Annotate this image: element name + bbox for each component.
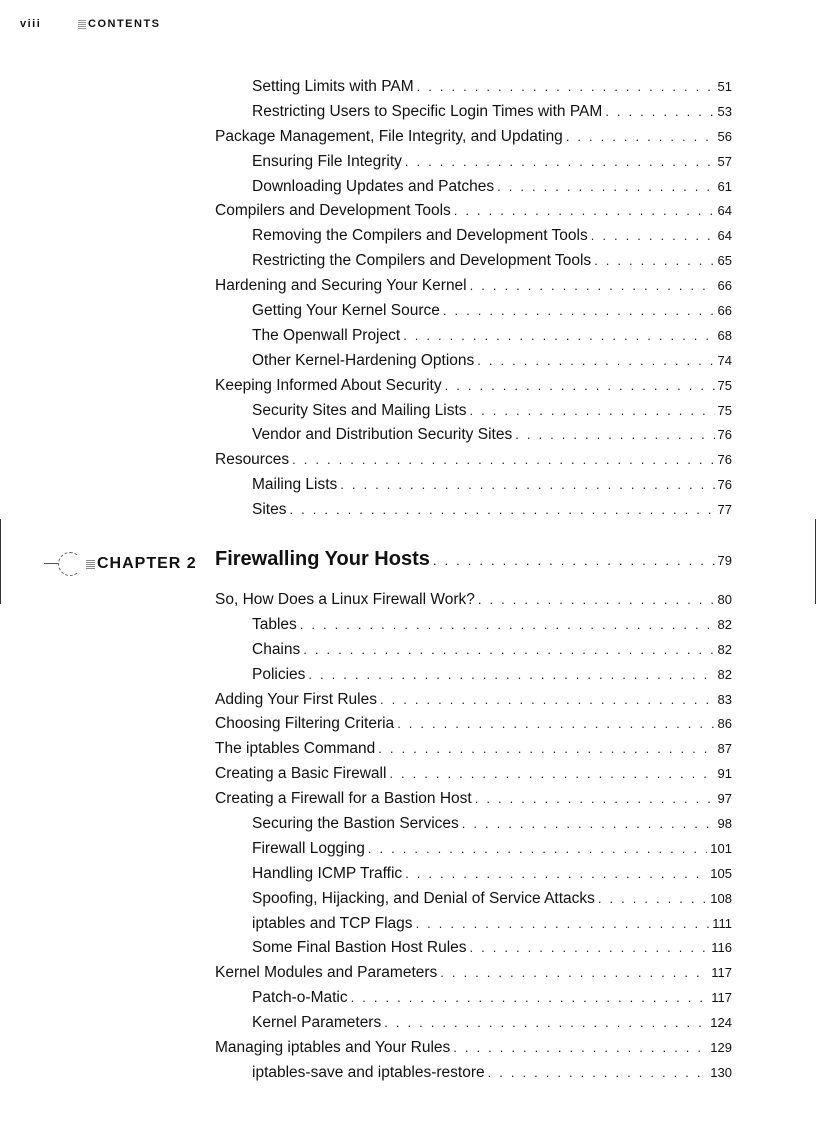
toc-entry-title: iptables and TCP Flags: [252, 914, 413, 932]
toc-entry-title: Kernel Parameters: [252, 1014, 382, 1032]
dot-leader: [440, 961, 708, 986]
toc-entry-title: Choosing Filtering Criteria: [215, 715, 395, 733]
toc-entry-page: 98: [717, 816, 732, 832]
toc-entry[interactable]: [215, 374, 732, 399]
dot-leader: [303, 638, 714, 663]
toc-entry-page: 91: [717, 766, 732, 782]
toc-entry-title: Handling ICMP Traffic: [252, 864, 403, 882]
dot-leader: [384, 1011, 707, 1036]
toc-entry[interactable]: [215, 399, 732, 424]
chapter-marker-icon: [86, 559, 95, 569]
dot-leader: [378, 737, 714, 762]
toc-entry-title: Kernel Modules and Parameters: [215, 964, 438, 982]
toc-entry[interactable]: [215, 712, 732, 737]
chapter-heading: [0, 546, 816, 582]
toc-entry-page: 129: [710, 1040, 732, 1056]
toc-entry-page: 76: [717, 427, 732, 443]
dot-leader: [368, 837, 707, 862]
dot-leader: [416, 912, 710, 937]
toc-entry[interactable]: [215, 986, 732, 1011]
dot-leader: [380, 688, 715, 713]
toc-entry-page: 56: [717, 128, 732, 144]
toc-entry[interactable]: [215, 324, 732, 349]
toc-entry-page: 82: [717, 666, 732, 682]
toc-entry[interactable]: [215, 936, 732, 961]
section-marker-icon: [78, 20, 86, 29]
toc-entry-title: Ensuring File Integrity: [252, 152, 402, 170]
toc-entry-page: 64: [717, 203, 732, 219]
toc-entry-title: Tables: [252, 615, 297, 633]
toc-entry-title: Restricting Users to Specific Login Times with PAM: [252, 102, 603, 120]
toc-entry-title: Compilers and Development Tools: [215, 202, 451, 220]
dot-leader: [591, 224, 715, 249]
toc-entry[interactable]: [215, 199, 732, 224]
toc-entry[interactable]: [215, 737, 732, 762]
toc-entry[interactable]: [215, 887, 732, 912]
toc-entry-title: Policies: [252, 665, 306, 683]
dot-leader: [397, 712, 714, 737]
toc-entry[interactable]: [215, 588, 732, 613]
toc-entry[interactable]: [215, 75, 732, 100]
dot-leader: [443, 299, 715, 324]
page-number: viii: [20, 18, 42, 30]
dot-leader: [515, 423, 714, 448]
chapter-number: CHAPTER 2: [97, 555, 197, 572]
toc-entry-page: 61: [717, 178, 732, 194]
toc-entry-page: 87: [717, 741, 732, 757]
toc-entry-title: Restricting the Compilers and Development Tools: [252, 252, 592, 270]
chapter-title: Firewalling Your Hosts: [215, 548, 430, 570]
dot-leader: [477, 349, 714, 374]
toc-entry-title: The iptables Command: [215, 740, 376, 758]
dot-leader: [478, 588, 715, 613]
toc-entry-title: Setting Limits with PAM: [252, 78, 414, 95]
toc-entry-page: 75: [717, 402, 732, 418]
dot-leader: [405, 862, 707, 887]
toc-entry-page: 76: [717, 452, 732, 468]
dot-leader: [488, 1061, 708, 1086]
toc-entry[interactable]: [215, 473, 732, 498]
toc-entry-page: 51: [717, 79, 732, 94]
toc-list-top: [215, 75, 732, 523]
toc-entry-page: 117: [711, 965, 732, 981]
toc-entry-title: Adding Your First Rules: [215, 690, 377, 708]
dot-leader: [470, 399, 715, 424]
dot-leader: [454, 199, 715, 224]
toc-entry-title: Package Management, File Integrity, and Updating: [215, 127, 563, 145]
toc-entry-title: Some Final Bastion Host Rules: [252, 939, 467, 957]
dot-leader: [605, 100, 714, 125]
toc-entry-title: Managing iptables and Your Rules: [215, 1039, 451, 1057]
dot-leader: [566, 125, 715, 150]
toc-entry[interactable]: [215, 448, 732, 473]
toc-entry[interactable]: [215, 224, 732, 249]
toc-entry[interactable]: [215, 762, 732, 787]
toc-entry-title: Mailing Lists: [252, 476, 338, 494]
toc-entry-page: 124: [710, 1015, 732, 1031]
toc-entry[interactable]: [215, 423, 732, 448]
toc-entry-page: 57: [717, 153, 732, 169]
toc-entry-title: Creating a Basic Firewall: [215, 765, 387, 783]
toc-entry[interactable]: [215, 912, 732, 937]
toc-entry-page: 80: [717, 592, 732, 607]
toc-entry-page: 105: [710, 865, 732, 881]
toc-entry-title: Security Sites and Mailing Lists: [252, 401, 467, 419]
toc-entry-page: 66: [717, 278, 732, 294]
toc-entry-title: Keeping Informed About Security: [215, 376, 442, 394]
toc-entry-title: Patch-o-Matic: [252, 989, 348, 1007]
toc-entry[interactable]: [215, 1036, 732, 1061]
dot-leader: [289, 498, 714, 523]
toc-entry-title: Removing the Compilers and Development Tools: [252, 227, 588, 245]
running-header: [20, 16, 161, 32]
toc-entry-title: Creating a Firewall for a Bastion Host: [215, 790, 472, 808]
toc-entry-page: 75: [717, 377, 732, 393]
toc-entry-page: 111: [712, 915, 732, 931]
toc-entry-page: 82: [717, 641, 732, 657]
toc-entry[interactable]: [215, 812, 732, 837]
dot-leader: [403, 324, 714, 349]
toc-entry-page: 130: [710, 1064, 732, 1080]
toc-entry[interactable]: [215, 638, 732, 663]
toc-entry[interactable]: [215, 498, 732, 523]
toc-entry-title: Securing the Bastion Services: [252, 815, 459, 833]
toc-entry[interactable]: [215, 249, 732, 274]
toc-entry-title: Firewall Logging: [252, 839, 365, 857]
toc-entry-title: Other Kernel-Hardening Options: [252, 351, 475, 369]
dot-leader: [351, 986, 709, 1011]
toc-entry[interactable]: [215, 837, 732, 862]
dot-leader: [308, 663, 714, 688]
toc-entry[interactable]: [215, 349, 732, 374]
toc-entry[interactable]: [215, 100, 732, 125]
toc-entry-title: The Openwall Project: [252, 326, 401, 344]
toc-entry-page: 76: [717, 477, 732, 493]
toc-entry-title: Resources: [215, 451, 290, 469]
chapter-page: 79: [717, 553, 732, 568]
toc-entry-title: Spoofing, Hijacking, and Denial of Service Attacks: [252, 889, 595, 907]
toc-entry-title: iptables-save and iptables-restore: [252, 1063, 485, 1081]
toc-entry-page: 77: [717, 502, 732, 518]
toc-entry-page: 116: [711, 940, 732, 956]
toc-entry[interactable]: [215, 175, 732, 200]
dot-leader: [417, 75, 715, 100]
toc-entry[interactable]: [215, 663, 732, 688]
toc-entry-page: 53: [717, 103, 732, 119]
dot-leader: [453, 1036, 707, 1061]
toc-entry-page: 97: [717, 791, 732, 807]
toc-entry-page: 86: [717, 716, 732, 732]
dot-leader: [470, 274, 715, 299]
toc-list-bottom: [215, 588, 732, 1086]
dot-leader: [594, 249, 714, 274]
toc-entry[interactable]: [215, 274, 732, 299]
dot-leader: [292, 448, 714, 473]
toc-entry[interactable]: [215, 299, 732, 324]
toc-entry-title: Hardening and Securing Your Kernel: [215, 277, 467, 295]
toc-entry-page: 108: [710, 890, 732, 906]
section-title: CONTENTS: [88, 18, 161, 30]
dot-leader: [462, 812, 715, 837]
toc-entry-title: Downloading Updates and Patches: [252, 177, 495, 195]
toc-entry[interactable]: [215, 1061, 732, 1086]
chapter-bracket-icon: [44, 552, 84, 576]
toc-entry[interactable]: [215, 125, 732, 150]
toc-entry-page: 65: [717, 253, 732, 269]
toc-entry-title: Chains: [252, 640, 301, 658]
toc-entry-page: 74: [717, 352, 732, 368]
toc-entry-page: 68: [717, 327, 732, 343]
dot-leader: [405, 150, 715, 175]
toc-entry-page: 83: [717, 691, 732, 707]
toc-entry-title: Sites: [252, 501, 287, 519]
toc-entry-title: Vendor and Distribution Security Sites: [252, 426, 513, 444]
dot-leader: [598, 887, 707, 912]
toc-entry[interactable]: [215, 613, 732, 638]
dot-leader: [445, 374, 715, 399]
toc-entry[interactable]: [215, 688, 732, 713]
chapter-label: [44, 552, 197, 576]
toc-entry[interactable]: [215, 150, 732, 175]
toc-entry-page: 117: [711, 990, 732, 1006]
toc-entry[interactable]: [215, 862, 732, 887]
dot-leader: [470, 936, 709, 961]
toc-entry-page: 64: [717, 228, 732, 244]
toc-entry-title: Getting Your Kernel Source: [252, 302, 440, 320]
dot-leader: [340, 473, 714, 498]
dot-leader: [497, 175, 714, 200]
toc-entry-title: So, How Does a Linux Firewall Work?: [215, 591, 475, 608]
toc-entry-page: 66: [717, 303, 732, 319]
toc-entry-page: 101: [710, 840, 732, 856]
dot-leader: [300, 613, 715, 638]
toc-entry-page: 82: [717, 616, 732, 632]
dot-leader: [433, 553, 715, 568]
chapter-entry[interactable]: [215, 548, 732, 571]
dot-leader: [389, 762, 714, 787]
dot-leader: [475, 787, 715, 812]
toc-entry[interactable]: [215, 1011, 732, 1036]
toc-entry[interactable]: [215, 961, 732, 986]
toc-entry[interactable]: [215, 787, 732, 812]
